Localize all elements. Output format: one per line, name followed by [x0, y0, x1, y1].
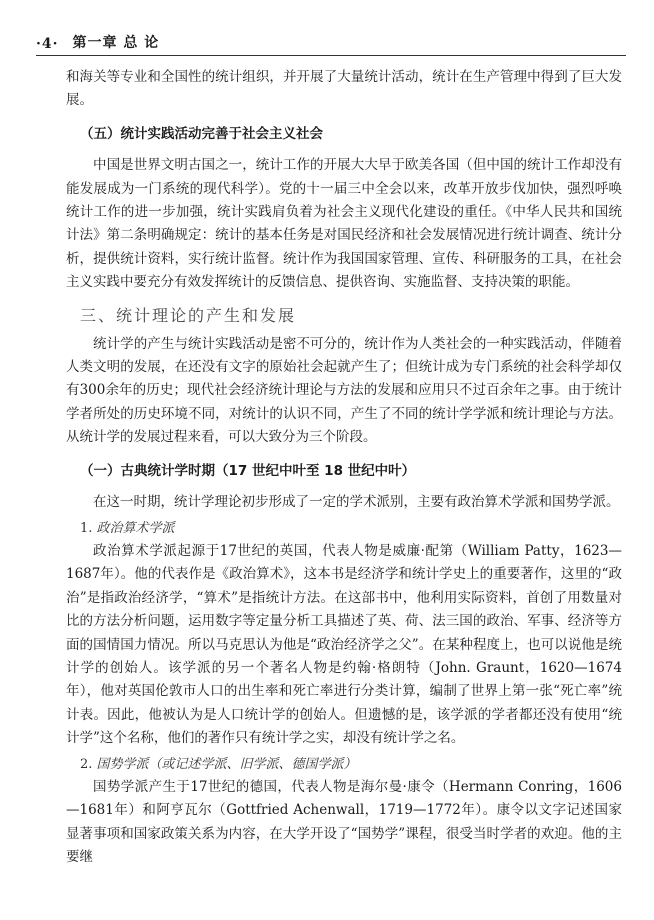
- subsection-heading-five: （五）统计实践活动完善于社会主义社会: [80, 125, 323, 142]
- school-heading-number: 1.: [80, 520, 93, 536]
- paragraph-political-arithmetic: 政治算术学派起源于17世纪的英国，代表人物是威廉·配第（William Patty，1623—1687年）。他的代表作是《政治算术》，这本书是经济学和统计学史上的重要著作，这里的“政治”是指政治经济学，“算术”是指统计方法。在这部书中，他利用实际资料，首创了用数量对比的方法分析问题，运用数字等定量分析工具描述了英、荷、法三国的政治、军事、经济等方面的国情国力情况。所以马克思认为他是“政治经济学之父”。在某种程度上，也可以说他是统计学的创始人。该学派的另一个著名人物是约翰·格朗特（John. Graunt，1620—1674年），他对英国伦敦市人口的出生率和死亡率进行分类计算，编制了世界上第一张“死亡率”统计表。因此，他被认为是人口统计学的创始人。但遗憾的是，该学派的学者都还没有使用“统计学”这个名称，他们的著作只有统计学之实，却没有统计学之名。: [66, 542, 622, 747]
- school-heading-number: 2.: [80, 756, 93, 772]
- school-heading-title: 国势学派（或记述学派、旧学派、德国学派）: [96, 756, 357, 772]
- paragraph-china-statistics: 中国是世界文明古国之一，统计工作的开展大大早于欧美各国（但中国的统计工作却没有能发展成为一门系统的现代科学）。党的十一届三中全会以来，改革开放步伐加快，强烈呼唤统计工作的进一步加强，统计实践肩负着为社会主义现代化建设的重任。《中华人民共和国统计法》第二条明确规定：统计的基本任务是对国民经济和社会发展情况进行统计调查、统计分析，提供统计资料，实行统计监督。统计作为我国国家管理、宣传、科研服务的工具，在社会主义实践中要充分有效发挥统计的反馈信息、提供咨询、实施监督、支持决策的职能。: [66, 157, 622, 291]
- page-number: ·4·: [36, 36, 59, 52]
- paragraph-state-affairs-school: 国势学派产生于17世纪的德国，代表人物是海尔曼·康令（Hermann Conring，1606—1681年）和阿亨瓦尔（Gottfried Achenwall，1719—1772年）。康令以文字记述国家显著事项和国家政策关系为内容，在大学开设了“国势学”课程，很受当时学者的欢迎。他的主要继: [66, 778, 622, 866]
- chapter-title: 第一章 总 论: [72, 35, 160, 51]
- school-heading-title: 政治算术学派: [96, 520, 175, 536]
- paragraph-classical-period: 在这一时期，统计学理论初步形成了一定的学术派别，主要有政治算术学派和国势学派。: [93, 494, 620, 511]
- paragraph-continued: 和海关等专业和全国性的统计组织，并开展了大量统计活动，统计在生产管理中得到了巨大发展。: [66, 69, 622, 109]
- school-heading-state-affairs: [80, 753, 622, 776]
- section-heading-three: 三、统计理论的产生和发展: [80, 305, 297, 325]
- running-header: [36, 30, 626, 56]
- paragraph-origin-of-statistics: 统计学的产生与统计实践活动是密不可分的，统计作为人类社会的一种实践活动，伴随着人类文明的发展，在还没有文字的原始社会起就产生了；但统计成为专门系统的社会科学却仅有300余年的历史；现代社会经济统计理论与方法的发展和应用只不过百余年之事。由于统计学者所处的历史环境不同，对统计的认识不同，产生了不同的统计学学派和统计理论与方法。从统计学的发展过程来看，可以大致分为三个阶段。: [66, 335, 622, 446]
- subsection-heading-one: （一）古典统计学时期（17 世纪中叶至 18 世纪中叶）: [80, 462, 416, 479]
- school-heading-political-arithmetic: [80, 517, 622, 540]
- body-text: [66, 66, 622, 870]
